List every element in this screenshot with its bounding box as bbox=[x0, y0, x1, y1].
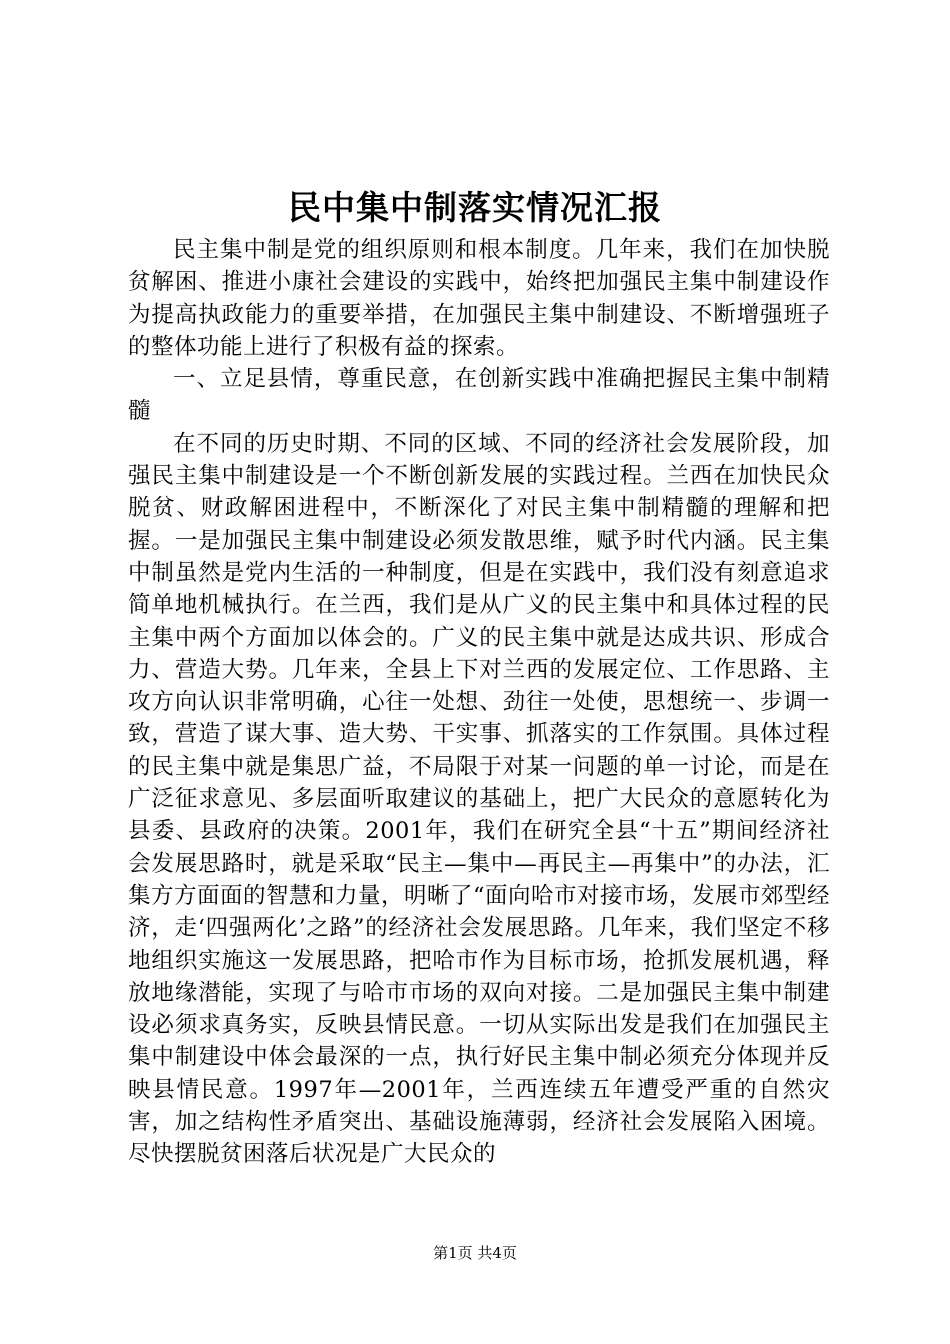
page-footer: 第1页 共4页 bbox=[433, 1244, 517, 1262]
paragraph-intro: 民主集中制是党的组织原则和根本制度。几年来，我们在加快脱贫解困、推进小康社会建设的实践中，始终把加强民主集中制建设作为提高执政能力的重要举措，在加强民主集中制建设、不断增强班子的整体功能上进行了积极有益的探索。 bbox=[128, 237, 830, 360]
document-body bbox=[128, 234, 830, 1171]
section-heading-1: 一、立足县情，尊重民意，在创新实践中准确把握民主集中制精髓 bbox=[128, 366, 830, 425]
paragraph-section-1: 在不同的历史时期、不同的区域、不同的经济社会发展阶段，加强民主集中制建设是一个不断创新发展的实践过程。兰西在加快民众脱贫、财政解困进程中，不断深化了对民主集中制精髓的理解和把握。一是加强民主集中制建设必须发散思维，赋予时代内涵。民主集中制虽然是党内生活的一种制度，但是在实践中，我们没有刻意追求简单地机械执行。在兰西，我们是从广义的民主集中和具体过程的民主集中两个方面加以体会的。广义的民主集中就是达成共识、形成合力、营造大势。几年来，全县上下对兰西的发展定位、工作思路、主攻方向认识非常明确，心往一处想、劲往一处使，思想统一、步调一致，营造了谋大事、造大势、干实事、抓落实的工作氛围。具体过程的民主集中就是集思广益，不局限于对某一问题的单一讨论，而是在广泛征求意见、多层面听取建议的基础上，把广大民众的意愿转化为县委、县政府的决策。2001年，我们在研究全县“十五”期间经济社会发展思路时，就是采取“民主—集中—再民主—再集中”的办法，汇集方方面面的智慧和力量，明晰了“面向哈市对接市场，发展市郊型经济，走‘四强两化’之路”的经济社会发展思路。几年来，我们坚定不移地组织实施这一发展思路，把哈市作为目标市场，抢抓发展机遇，释放地缘潜能，实现了与哈市市场的双向对接。二是加强民主集中制建设必须求真务实，反映县情民意。一切从实际出发是我们在加强民主集中制建设中体会最深的一点，执行好民主集中制必须充分体现并反映县情民意。1997年—2001年，兰西连续五年遭受严重的自然灾害，加之结构性矛盾突出、基础设施薄弱，经济社会发展陷入困境。尽快摆脱贫困落后状况是广大民众的 bbox=[128, 430, 831, 1168]
page-title: 民中集中制落实情况汇报 bbox=[288, 188, 662, 227]
